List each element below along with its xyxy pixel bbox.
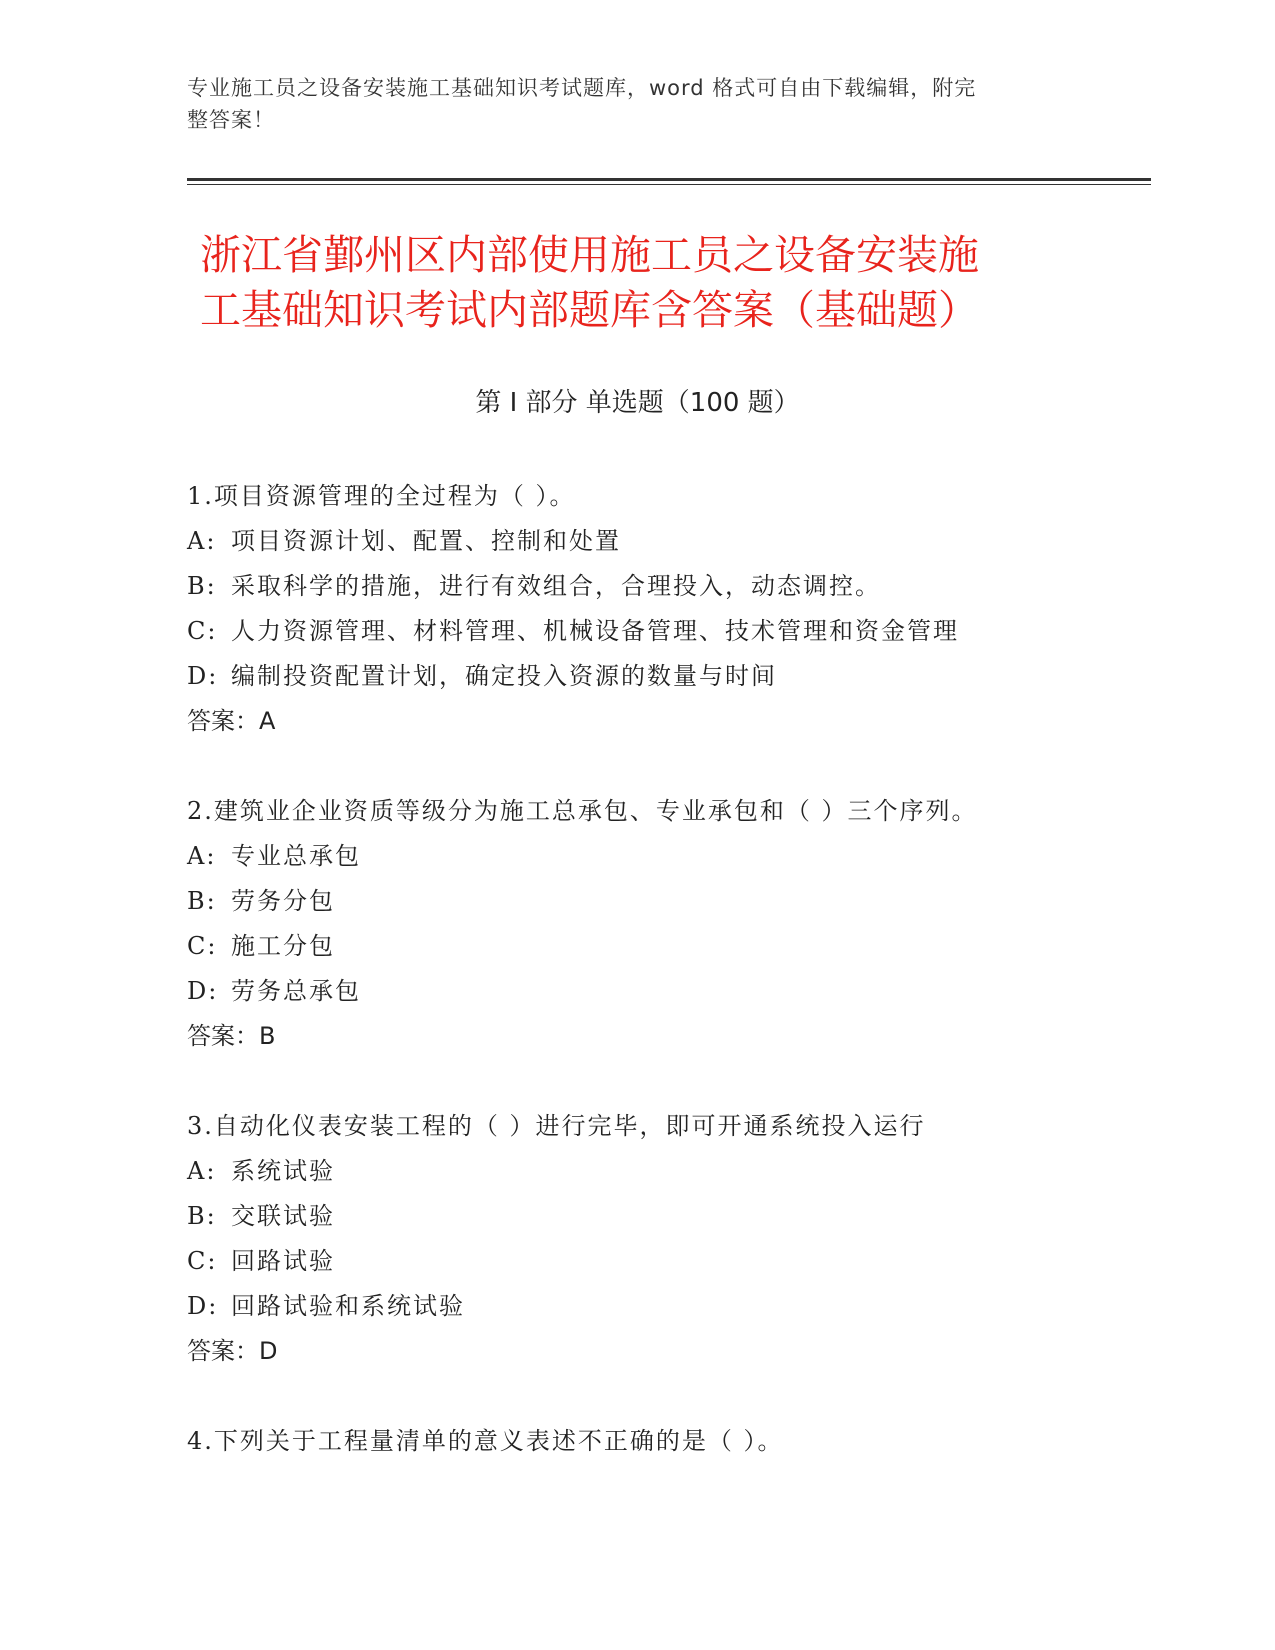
option-text: 施工分包 bbox=[231, 932, 335, 960]
header-divider-thick bbox=[187, 178, 1151, 181]
option-b bbox=[187, 879, 1147, 924]
question-stem: 1.项目资源管理的全过程为（ ）。 bbox=[187, 482, 576, 510]
option-text: 专业总承包 bbox=[231, 842, 361, 870]
option-text: 项目资源计划、配置、控制和处置 bbox=[231, 527, 621, 555]
document-title bbox=[200, 228, 1100, 338]
option-text: 交联试验 bbox=[231, 1202, 335, 1230]
option-text: 回路试验和系统试验 bbox=[231, 1292, 465, 1320]
option-text: 劳务分包 bbox=[231, 887, 335, 915]
option-text: 劳务总承包 bbox=[231, 977, 361, 1005]
option-label: B: bbox=[187, 572, 217, 600]
option-label: C: bbox=[187, 1247, 218, 1275]
question-list bbox=[187, 474, 1147, 1509]
option-d bbox=[187, 1284, 1147, 1329]
document-title-line-2: 工基础知识考试内部题库含答案（基础题） bbox=[200, 286, 979, 334]
option-text: 人力资源管理、材料管理、机械设备管理、技术管理和资金管理 bbox=[231, 617, 959, 645]
answer-line: 答案：D bbox=[187, 1337, 278, 1365]
option-text: 采取科学的措施，进行有效组合，合理投入，动态调控。 bbox=[231, 572, 881, 600]
option-label: D: bbox=[187, 977, 219, 1005]
question-4 bbox=[187, 1419, 1147, 1464]
header-note-line-2: 整答案！ bbox=[187, 108, 275, 132]
option-label: C: bbox=[187, 932, 218, 960]
option-label: B: bbox=[187, 1202, 217, 1230]
header-note bbox=[187, 72, 1067, 136]
option-label: A: bbox=[187, 1157, 217, 1185]
document-title-line-1: 浙江省鄞州区内部使用施工员之设备安装施 bbox=[200, 231, 979, 279]
option-label: A: bbox=[187, 527, 217, 555]
option-c bbox=[187, 1239, 1147, 1284]
question-3 bbox=[187, 1104, 1147, 1374]
question-stem: 3.自动化仪表安装工程的（ ）进行完毕，即可开通系统投入运行 bbox=[187, 1112, 926, 1140]
section-heading: 第 I 部分 单选题（100 题） bbox=[475, 388, 800, 418]
question-stem: 4.下列关于工程量清单的意义表述不正确的是（ ）。 bbox=[187, 1427, 784, 1455]
option-label: A: bbox=[187, 842, 217, 870]
question-2 bbox=[187, 789, 1147, 1059]
answer-line: 答案：A bbox=[187, 707, 276, 735]
answer-line: 答案：B bbox=[187, 1022, 276, 1050]
question-1 bbox=[187, 474, 1147, 744]
option-text: 回路试验 bbox=[231, 1247, 335, 1275]
header-divider-thin bbox=[187, 184, 1151, 185]
option-d bbox=[187, 654, 1147, 699]
option-a bbox=[187, 519, 1147, 564]
option-label: D: bbox=[187, 662, 219, 690]
option-label: D: bbox=[187, 1292, 219, 1320]
option-a bbox=[187, 834, 1147, 879]
option-label: B: bbox=[187, 887, 217, 915]
question-stem: 2.建筑业企业资质等级分为施工总承包、专业承包和（ ）三个序列。 bbox=[187, 797, 978, 825]
option-a bbox=[187, 1149, 1147, 1194]
option-text: 编制投资配置计划，确定投入资源的数量与时间 bbox=[231, 662, 777, 690]
option-text: 系统试验 bbox=[231, 1157, 335, 1185]
option-c bbox=[187, 609, 1147, 654]
option-c bbox=[187, 924, 1147, 969]
option-b bbox=[187, 1194, 1147, 1239]
option-label: C: bbox=[187, 617, 218, 645]
header-note-line-1: 专业施工员之设备安装施工基础知识考试题库，word 格式可自由下载编辑，附完 bbox=[187, 76, 977, 100]
option-d bbox=[187, 969, 1147, 1014]
option-b bbox=[187, 564, 1147, 609]
